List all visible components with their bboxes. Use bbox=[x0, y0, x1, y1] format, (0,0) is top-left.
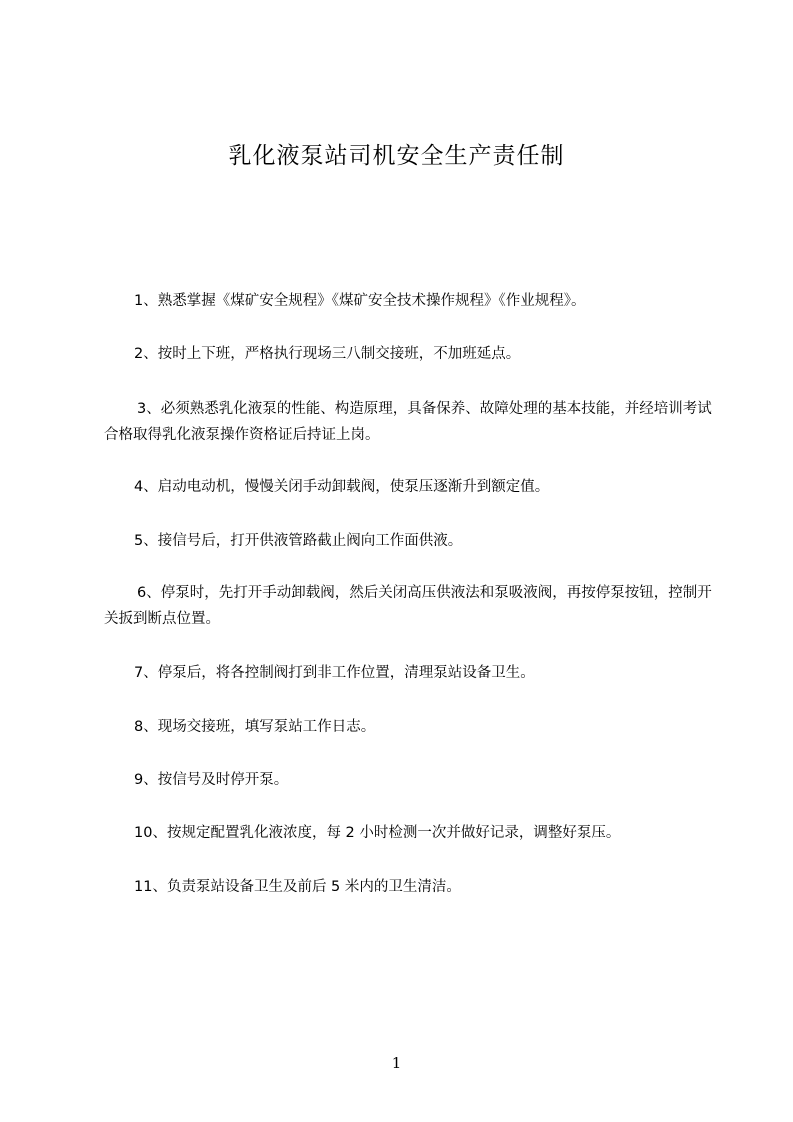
document-title: 乳化液泵站司机安全生产责任制 bbox=[228, 143, 565, 169]
list-item: 4、启动电动机，慢慢关闭手动卸载阀，使泵压逐渐升到额定值。 bbox=[134, 479, 550, 495]
list-item: 2、按时上下班，严格执行现场三八制交接班，不加班延点。 bbox=[134, 346, 521, 362]
page-number: 1 bbox=[391, 1054, 402, 1072]
list-item: 10、按规定配置乳化液浓度，每 2 小时检测一次并做好记录，调整好泵压。 bbox=[134, 825, 621, 841]
list-item: 3、必须熟悉乳化液泵的性能、构造原理，具备保养、故障处理的基本技能，并经培训考试合格取得乳化液泵操作资格证后持证上岗。 bbox=[104, 401, 712, 443]
list-item: 8、现场交接班，填写泵站工作日志。 bbox=[134, 719, 376, 735]
list-item: 1、熟悉掌握《煤矿安全规程》《煤矿安全技术操作规程》《作业规程》。 bbox=[134, 293, 586, 309]
list-item: 5、接信号后，打开供液管路截止阀向工作面供液。 bbox=[134, 533, 463, 549]
list-item: 6、停泵时，先打开手动卸载阀，然后关闭高压供液法和泵吸液阀，再按停泵按钮，控制开关扳到断点位置。 bbox=[104, 585, 712, 627]
list-item: 7、停泵后，将各控制阀打到非工作位置，清理泵站设备卫生。 bbox=[134, 665, 535, 681]
list-item: 11、负责泵站设备卫生及前后 5 米内的卫生清洁。 bbox=[134, 879, 461, 895]
list-item: 9、按信号及时停开泵。 bbox=[134, 772, 289, 788]
